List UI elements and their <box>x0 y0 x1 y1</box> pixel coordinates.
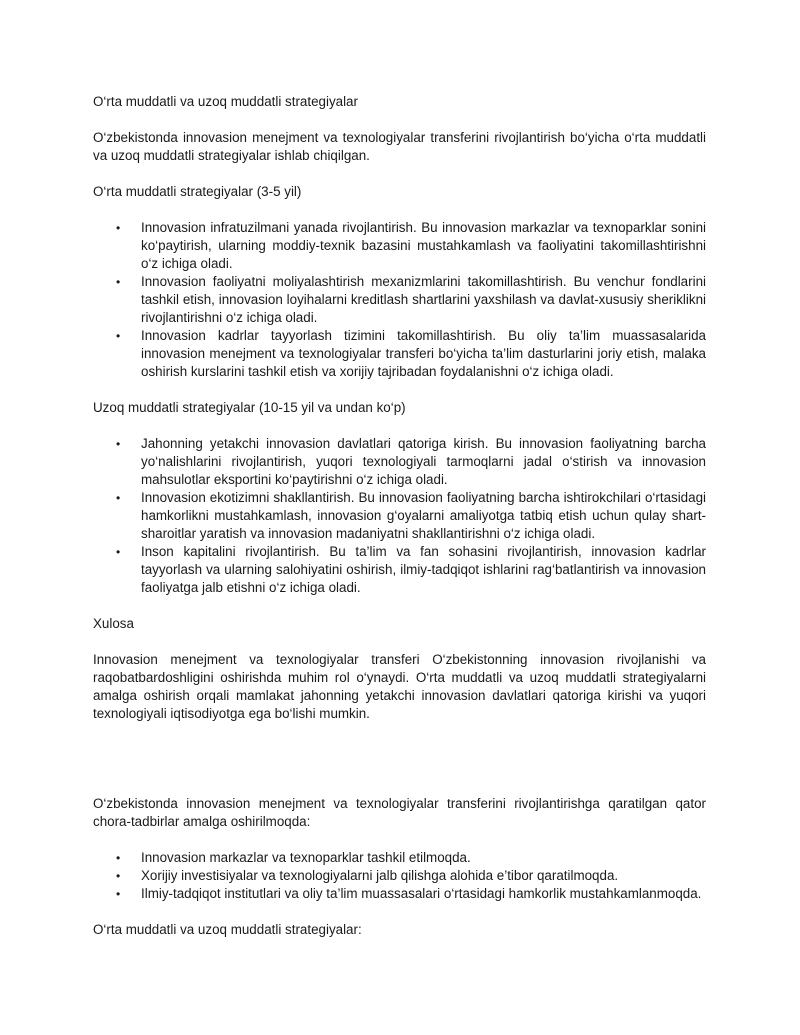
long-term-heading: Uzoq muddatli strategiyalar (10-15 yil va undan ko‘p) <box>93 400 406 415</box>
measures-intro-paragraph: O‘zbekistonda innovasion menejment va texnologiyalar transferini rivojlantirishga qaratilgan qator chora-tadbirlar amalga oshirilmoqda: <box>93 796 706 829</box>
bullet-icon: • <box>116 275 121 289</box>
bullet-icon: • <box>116 887 121 901</box>
list-item: • Innovasion markazlar va texnoparklar tashkil etilmoqda. <box>116 850 471 865</box>
list-item: • Innovasion faoliyatni moliyalashtirish mexanizmlarini takomillashtirish. Bu venchur fondlarini tashkil etish, innovasion loyihalarni kreditlash shartlarini yaxshilash va davlat-xususiy sheriklikni rivojlantirishni o‘z ichiga oladi. <box>116 274 706 325</box>
bullet-icon: • <box>116 491 121 505</box>
list-item: • Xorijiy investisiyalar va texnologiyalarni jalb qilishga alohida e’tibor qaratilmoqda. <box>116 868 619 883</box>
conclusion-heading: Xulosa <box>93 616 134 631</box>
list-item: • Innovasion ekotizimni shakllantirish. Bu innovasion faoliyatning barcha ishtirokchilari o‘rtasidagi hamkorlikni mustahkamlash, innovasion g‘oyalarni amaliyotga tatbiq etish uchun qulay shart-sharoitlar yaratish va innovasion madaniyatni shakllantirishni o‘z ichiga oladi. <box>116 490 706 541</box>
conclusion-paragraph: Innovasion menejment va texnologiyalar transferi O‘zbekistonning innovasion rivojlanishi va raqobatbardoshligini oshirishda muhim rol o‘ynaydi. O‘rta muddatli va uzoq muddatli strategiyalarni amalga oshirish orqali mamlakat jahonning yetakchi innovasion davlatlari qatoriga kirishi va yuqori texnologiyali iqtisodiyotga ega bo‘lishi mumkin. <box>93 652 706 721</box>
bullet-icon: • <box>116 869 121 883</box>
measures-list <box>93 849 706 903</box>
bullet-icon: • <box>116 545 121 559</box>
document-page <box>93 93 706 939</box>
bullet-icon: • <box>116 221 121 235</box>
final-heading: O‘rta muddatli va uzoq muddatli strategiyalar: <box>93 922 362 937</box>
intro-paragraph: O‘zbekistonda innovasion menejment va texnologiyalar transferini rivojlantirish bo‘yicha o‘rta muddatli va uzoq muddatli strategiyalar ishlab chiqilgan. <box>93 130 706 163</box>
list-item: • Ilmiy-tadqiqot institutlari va oliy ta’lim muassasalari o‘rtasidagi hamkorlik mustahkamlanmoqda. <box>116 886 702 901</box>
list-item: • Inson kapitalini rivojlantirish. Bu ta’lim va fan sohasini rivojlantirish, innovasion kadrlar tayyorlash va ularning salohiyatini oshirish, ilmiy-tadqiqot ishlarini rag‘batlantirish va innovasion faoliyatga jalb etishni o‘z ichiga oladi. <box>116 544 706 595</box>
list-item: • Innovasion infratuzilmani yanada rivojlantirish. Bu innovasion markazlar va texnoparklar sonini ko‘paytirish, ularning moddiy-texnik bazasini mustahkamlash va faoliyatini takomillashtirishni o‘z ichiga oladi. <box>116 220 706 271</box>
list-item: • Innovasion kadrlar tayyorlash tizimini takomillashtirish. Bu oliy ta’lim muassasalarida innovasion menejment va texnologiyalar transferi bo‘yicha ta’lim dasturlarini joriy etish, malaka oshirish kurslarini tashkil etish va xorijiy tajribadan foydalanishni o‘z ichiga oladi. <box>116 328 706 379</box>
long-term-list <box>93 435 706 597</box>
bullet-icon: • <box>116 437 121 451</box>
bullet-icon: • <box>116 851 121 865</box>
medium-term-heading: O‘rta muddatli strategiyalar (3-5 yil) <box>93 184 302 199</box>
bullet-icon: • <box>116 329 121 343</box>
list-item: • Jahonning yetakchi innovasion davlatlari qatoriga kirish. Bu innovasion faoliyatning barcha yo‘nalishlarini rivojlantirish, yuqori texnologiyali tarmoqlarni jadal o‘stirish va innovasion mahsulotlar eksportini ko‘paytirishni o‘z ichiga oladi. <box>116 436 706 487</box>
section-heading: O‘rta muddatli va uzoq muddatli strategiyalar <box>93 94 358 109</box>
medium-term-list <box>93 219 706 381</box>
